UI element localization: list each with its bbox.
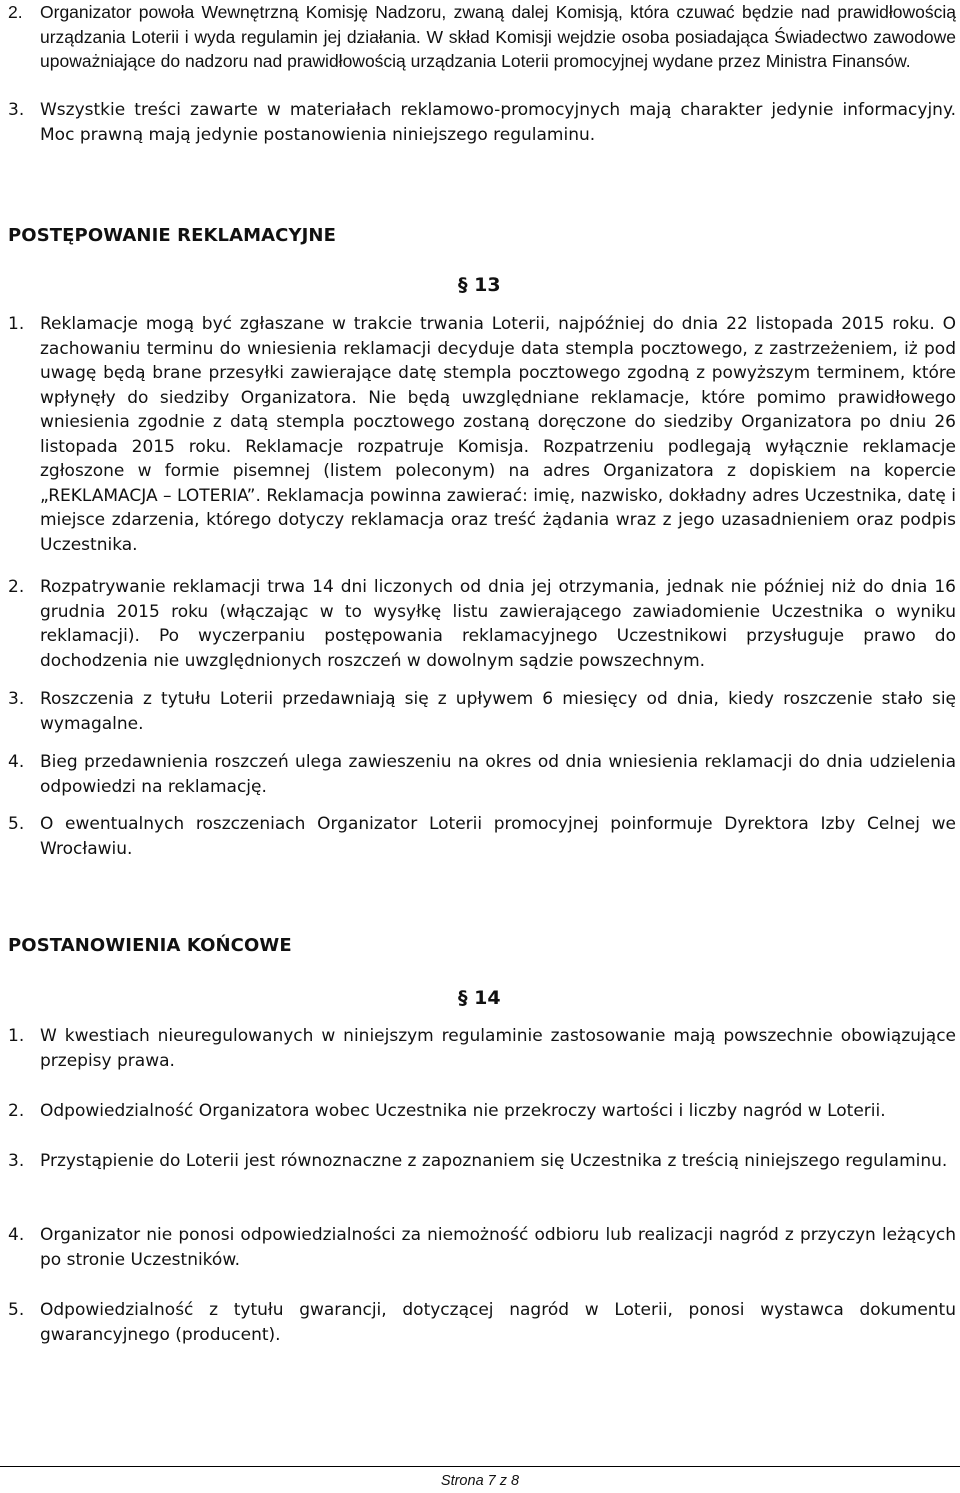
item-number: 3. bbox=[8, 100, 25, 120]
item-number: 5. bbox=[8, 814, 25, 834]
item-text: Wszystkie treści zawarte w materiałach reklamowo-promocyjnych mają charakter jedynie informacyjny. Moc prawną mają jedynie postanowienia niniejszego regulaminu. bbox=[40, 100, 956, 145]
footer-divider bbox=[0, 1466, 960, 1467]
item-number: 4. bbox=[8, 752, 25, 772]
item-text: Odpowiedzialność Organizatora wobec Uczestnika nie przekroczy wartości i liczby nagród w Loterii. bbox=[40, 1101, 886, 1121]
list-item bbox=[8, 0, 956, 74]
item-number: 1. bbox=[8, 1026, 25, 1046]
section-heading: POSTANOWIENIA KOŃCOWE bbox=[8, 935, 292, 956]
item-number: 3. bbox=[8, 1151, 25, 1171]
item-text: Organizator powoła Wewnętrzną Komisję Nadzoru, zwaną dalej Komisją, która czuwać będzie nad prawidłowością urządzania Loterii i wyda regulamin jej działania. W skład Komisji wejdzie osoba posiadająca Świadectwo zawodowe upoważniające do nadzoru nad prawidłowością urządzania Loterii promocyjnej wydane przez Ministra Finansów. bbox=[40, 2, 956, 71]
list-item bbox=[8, 575, 956, 673]
list-item bbox=[8, 1149, 956, 1174]
item-text: Rozpatrywanie reklamacji trwa 14 dni liczonych od dnia jej otrzymania, jednak nie później niż do dnia 16 grudnia 2015 roku (włączając w to wysyłkę listu zawierającego zawiadomienie Uczestnika o wyniku reklamacji). Po wyczerpaniu postępowania reklamacyjnego Uczestnikowi przysługuje prawo do dochodzenia nie uwzględnionych roszczeń w dowolnym sądzie powszechnym. bbox=[40, 577, 956, 671]
list-item bbox=[8, 750, 956, 799]
list-item bbox=[8, 1223, 956, 1272]
list-item bbox=[8, 1024, 956, 1073]
list-item bbox=[8, 1099, 956, 1124]
list-item bbox=[8, 312, 956, 557]
item-number: 3. bbox=[8, 689, 25, 709]
page-number: Strona 7 z 8 bbox=[440, 1473, 520, 1489]
list-item bbox=[8, 812, 956, 861]
item-number: 2. bbox=[8, 1101, 25, 1121]
item-number: 4. bbox=[8, 1225, 25, 1245]
list-item bbox=[8, 1298, 956, 1347]
section-number: § 14 bbox=[458, 987, 501, 1009]
item-number: 1. bbox=[8, 314, 25, 334]
section-number: § 13 bbox=[458, 274, 501, 296]
item-text: O ewentualnych roszczeniach Organizator Loterii promocyjnej poinformuje Dyrektora Izby Celnej we Wrocławiu. bbox=[40, 814, 956, 859]
list-item bbox=[8, 687, 956, 736]
item-text: Reklamacje mogą być zgłaszane w trakcie trwania Loterii, najpóźniej do dnia 22 listopada 2015 roku. O zachowaniu terminu do wniesienia reklamacji decyduje data stempla pocztowego, z zastrzeżeniem, iż pod uwagę będą brane przesyłki zawierające datę stempla pocztowego zgodną z powyższym terminem, które wpłynęły do siedziby Organizatora. Nie będą uwzględniane reklamacje, które pomimo prawidłowego wniesienia zgodnie z datą stempla pocztowego zostaną doręczone do siedziby Organizatora po dniu 26 listopada 2015 roku. Reklamacje rozpatruje Komisja. Rozpatrzeniu podlegają wyłącznie reklamacje zgłoszone w formie pisemnej (listem poleconym) na adres Organizatora z dopiskiem na kopercie „REKLAMACJA – LOTERIA”. Reklamacja powinna zawierać: imię, nazwisko, dokładny adres Uczestnika, datę i miejsce zdarzenia, którego dotyczy reklamacja oraz treść żądania wraz z jego uzasadnieniem oraz podpis Uczestnika. bbox=[40, 314, 956, 555]
section-heading: POSTĘPOWANIE REKLAMACYJNE bbox=[8, 225, 336, 246]
item-text: Przystąpienie do Loterii jest równoznaczne z zapoznaniem się Uczestnika z treścią niniejszego regulaminu. bbox=[40, 1151, 948, 1171]
item-number: 5. bbox=[8, 1300, 25, 1320]
item-text: Odpowiedzialność z tytułu gwarancji, dotyczącej nagród w Loterii, ponosi wystawca dokumentu gwarancyjnego (producent). bbox=[40, 1300, 956, 1345]
item-text: W kwestiach nieuregulowanych w niniejszym regulaminie zastosowanie mają powszechnie obowiązujące przepisy prawa. bbox=[40, 1026, 956, 1071]
item-text: Bieg przedawnienia roszczeń ulega zawieszeniu na okres od dnia wniesienia reklamacji do dnia udzielenia odpowiedzi na reklamację. bbox=[40, 752, 956, 797]
item-number: 2. bbox=[8, 2, 23, 22]
item-text: Roszczenia z tytułu Loterii przedawniają się z upływem 6 miesięcy od dnia, kiedy roszczenie stało się wymagalne. bbox=[40, 689, 956, 734]
item-text: Organizator nie ponosi odpowiedzialności za niemożność odbioru lub realizacji nagród z przyczyn leżących po stronie Uczestników. bbox=[40, 1225, 956, 1270]
item-number: 2. bbox=[8, 577, 25, 597]
list-item bbox=[8, 98, 956, 147]
